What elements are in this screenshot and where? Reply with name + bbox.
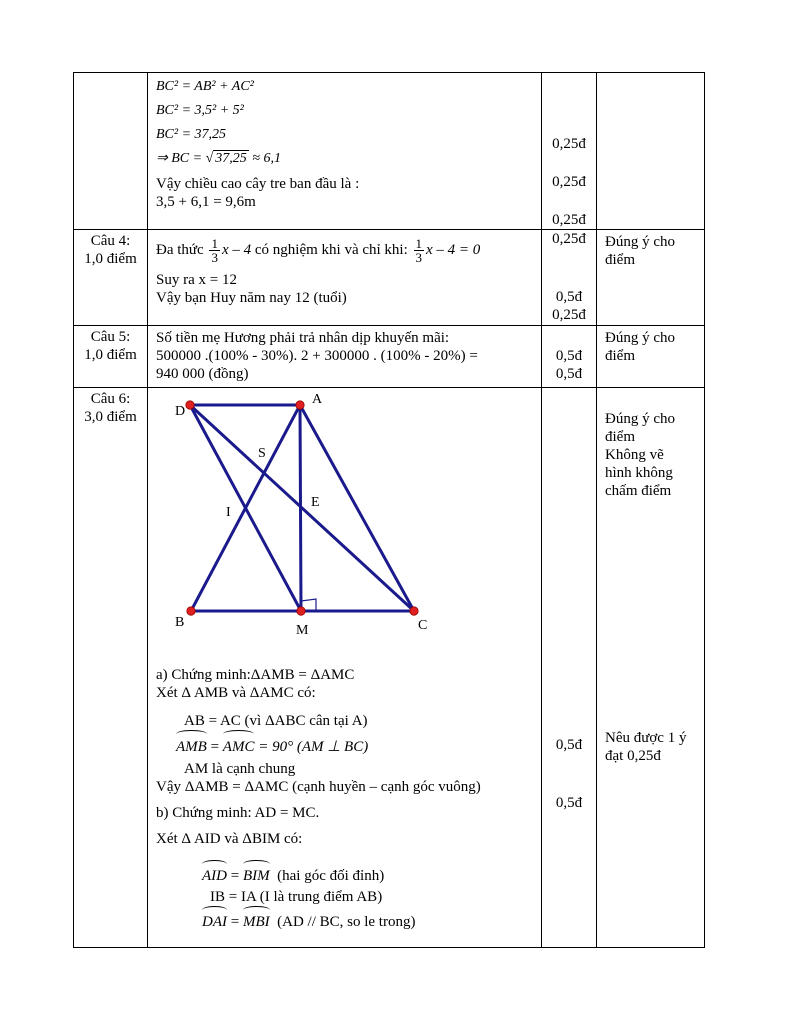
text-line: Xét Δ AID và ΔBIM có:: [156, 831, 303, 847]
score-cell: [542, 230, 597, 326]
part-a-title: a) Chứng minh:ΔAMB = ΔAMC: [156, 667, 355, 683]
label-cell-empty: [74, 73, 148, 230]
point-C: [410, 607, 418, 615]
question-points: 1,0 điểm: [84, 251, 137, 267]
note: Đúng ý cho: [605, 234, 675, 250]
note: Đúng ý cho: [605, 411, 675, 427]
sqrt-line: ⇒ BC = √ 37,25 ≈ 6,1: [156, 151, 281, 166]
label-cell: [74, 388, 148, 948]
label-cell: [74, 230, 148, 326]
score: 0,5đ: [555, 795, 583, 811]
text-line: 500000 .(100% - 30%). 2 + 300000 . (100% - 20%) =: [156, 348, 478, 364]
label-I: I: [226, 505, 231, 520]
row-continuation: [74, 73, 705, 230]
content-cell: [148, 388, 542, 948]
note: Không vẽ: [605, 447, 664, 463]
row-question-6: [74, 388, 705, 948]
label-S: S: [258, 446, 266, 461]
content-cell: [148, 73, 542, 230]
note: điểm: [605, 252, 635, 268]
score: 0,5đ: [555, 366, 583, 382]
text-line: 3,5 + 6,1 = 9,6m: [156, 194, 256, 210]
segment-AM: [300, 405, 301, 611]
note: Đúng ý cho: [605, 330, 675, 346]
row-question-5: [74, 326, 705, 388]
point-A: [296, 401, 304, 409]
angle-line: DAI = MBI (AD // BC, so le trong): [156, 906, 535, 934]
score-cell: [542, 388, 597, 948]
label-C: C: [418, 618, 428, 633]
note: điểm: [605, 348, 635, 364]
angle-DAI: DAI: [202, 906, 227, 934]
note-cell: [597, 388, 705, 948]
angle-BIM: BIM: [243, 860, 270, 888]
note-cell: [597, 230, 705, 326]
text-line: AM là cạnh chung: [184, 761, 296, 777]
score: 0,25đ: [552, 136, 586, 152]
point-M: [297, 607, 305, 615]
row-question-4: [74, 230, 705, 326]
conclusion-line: Vậy ΔAMB = ΔAMC (cạnh huyền – cạnh góc vuông): [156, 779, 481, 795]
label-cell: [74, 326, 148, 388]
label-D: D: [175, 404, 186, 419]
fraction: $\frac{1}{3}$: [415, 236, 423, 266]
point-B: [187, 607, 195, 615]
text-line: 940 000 (đồng): [156, 366, 249, 382]
text-line: Suy ra x = 12: [156, 272, 237, 288]
angle-AMB: AMB: [176, 730, 207, 760]
question-points: 3,0 điểm: [84, 409, 137, 425]
figure-lines: [190, 405, 414, 611]
text-line: Số tiền mẹ Hương phải trả nhân dịp khuyến mãi:: [156, 330, 450, 346]
score: 0,25đ: [552, 231, 586, 247]
geometry-figure: [156, 388, 446, 656]
score: 0,5đ: [555, 737, 583, 753]
question-points: 1,0 điểm: [84, 347, 137, 363]
text-line: Vậy chiều cao cây tre ban đầu là :: [156, 176, 360, 192]
score: 0,25đ: [552, 212, 586, 228]
text-line: Vậy bạn Huy năm nay 12 (tuổi): [156, 290, 347, 306]
question-label: Câu 5:: [90, 329, 131, 345]
content-cell: [148, 230, 542, 326]
angle-AID: AID: [202, 860, 227, 888]
angle-MBI: MBI: [243, 906, 270, 934]
sqrt-argument: 37,25: [215, 151, 247, 166]
score: 0,5đ: [555, 289, 583, 305]
angle-line: AMB = AMC = 90° (AM ⊥ BC): [156, 730, 535, 760]
angle-line: AID = BIM (hai góc đối đỉnh): [156, 860, 535, 888]
angle-AMC: AMC: [223, 730, 255, 760]
polynomial-line: Đa thức $\frac{1}{3}$ x – 4 có nghiệm khi và chỉ khi: $\frac{1}{3}$ x – 4 = 0: [156, 236, 481, 266]
math-line: BC² = 3,5² + 5²: [156, 103, 244, 118]
math-line: BC² = 37,25: [156, 127, 227, 142]
text-line: AB = AC (vì ΔABC cân tại A): [184, 713, 368, 729]
note-cell: [597, 326, 705, 388]
score: 0,5đ: [555, 348, 583, 364]
question-label: Câu 6:: [90, 391, 131, 407]
note: chấm điểm: [605, 483, 672, 499]
fraction: $\frac{1}{3}$: [211, 236, 218, 266]
score: 0,25đ: [552, 307, 586, 323]
note: Nêu được 1 ý: [605, 730, 687, 746]
text-line: IB = IA (I là trung điểm AB): [210, 889, 383, 905]
grading-table: [73, 72, 705, 948]
note: hình không: [605, 465, 673, 481]
content-cell: [148, 326, 542, 388]
label-B: B: [175, 615, 185, 630]
note: điểm: [605, 429, 635, 445]
question-label: Câu 4:: [90, 233, 131, 249]
score-cell: [542, 326, 597, 388]
label-E: E: [311, 495, 320, 510]
label-M: M: [296, 623, 309, 638]
label-A: A: [312, 392, 323, 407]
score-cell: [542, 73, 597, 230]
note: đạt 0,25đ: [605, 748, 661, 764]
point-D: [186, 401, 194, 409]
part-b-title: b) Chứng minh: AD = MC.: [156, 805, 320, 821]
math-line: BC² = AB² + AC²: [156, 79, 254, 94]
note-cell-empty: [597, 73, 705, 230]
score: 0,25đ: [552, 174, 586, 190]
text-line: Xét Δ AMB và ΔAMC có:: [156, 685, 316, 701]
